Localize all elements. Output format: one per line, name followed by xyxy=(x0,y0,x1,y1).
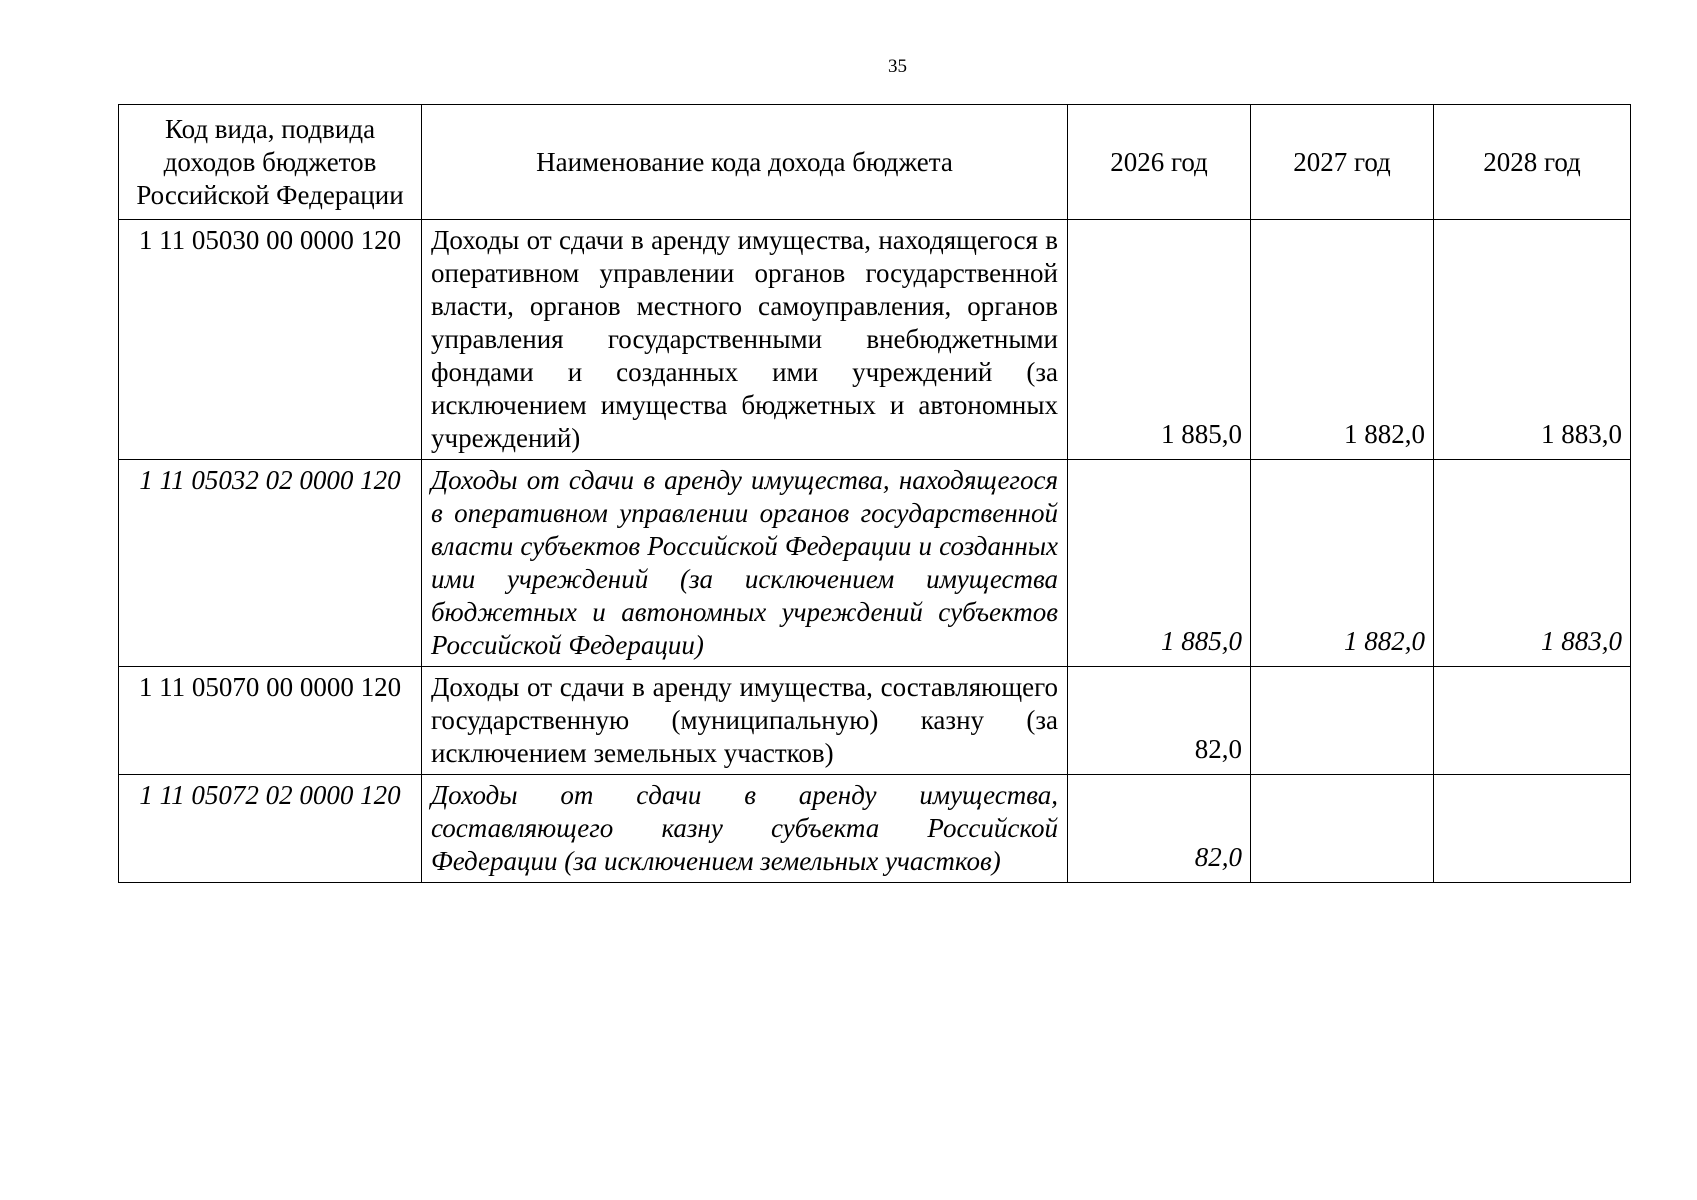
amount-2026: 82,0 xyxy=(1068,667,1251,775)
amount-2026: 82,0 xyxy=(1068,775,1251,883)
income-name: Доходы от сдачи в аренду имущества, находящегося в оперативном управлении органов государственной власти, органов местного самоуправления, органов управления государственными внебюджетными фондами и созданных ими учреждений (за исключением имущества бюджетных и автономных учреждений) xyxy=(422,220,1068,460)
amount-2028: 1 883,0 xyxy=(1434,460,1631,667)
income-code: 1 11 05032 02 0000 120 xyxy=(119,460,422,667)
income-code: 1 11 05030 00 0000 120 xyxy=(119,220,422,460)
header-year-2027: 2027 год xyxy=(1251,105,1434,220)
header-year-2026: 2026 год xyxy=(1068,105,1251,220)
header-name: Наименование кода дохода бюджета xyxy=(422,105,1068,220)
amount-2027: 1 882,0 xyxy=(1251,220,1434,460)
amount-2027 xyxy=(1251,667,1434,775)
table-header-row xyxy=(119,105,1631,220)
amount-2026: 1 885,0 xyxy=(1068,460,1251,667)
table-row xyxy=(119,220,1631,460)
income-table xyxy=(118,104,1631,883)
amount-2027: 1 882,0 xyxy=(1251,460,1434,667)
amount-2026: 1 885,0 xyxy=(1068,220,1251,460)
income-name: Доходы от сдачи в аренду имущества, находящегося в оперативном управлении органов государственной власти субъектов Российской Федерации и созданных ими учреждений (за исключением имущества бюджетных и автономных учреждений субъектов Российской Федерации) xyxy=(422,460,1068,667)
header-year-2028: 2028 год xyxy=(1434,105,1631,220)
income-name: Доходы от сдачи в аренду имущества, составляющего казну субъекта Российской Федерации (за исключением земельных участков) xyxy=(422,775,1068,883)
amount-2028 xyxy=(1434,667,1631,775)
amount-2028 xyxy=(1434,775,1631,883)
amount-2027 xyxy=(1251,775,1434,883)
page-number: 35 xyxy=(888,56,907,77)
income-code: 1 11 05070 00 0000 120 xyxy=(119,667,422,775)
table-row xyxy=(119,667,1631,775)
header-code: Код вида, подвида доходов бюджетов Российской Федерации xyxy=(119,105,422,220)
table-row xyxy=(119,775,1631,883)
income-name: Доходы от сдачи в аренду имущества, составляющего государственную (муниципальную) казну (за исключением земельных участков) xyxy=(422,667,1068,775)
amount-2028: 1 883,0 xyxy=(1434,220,1631,460)
income-code: 1 11 05072 02 0000 120 xyxy=(119,775,422,883)
table-row xyxy=(119,460,1631,667)
